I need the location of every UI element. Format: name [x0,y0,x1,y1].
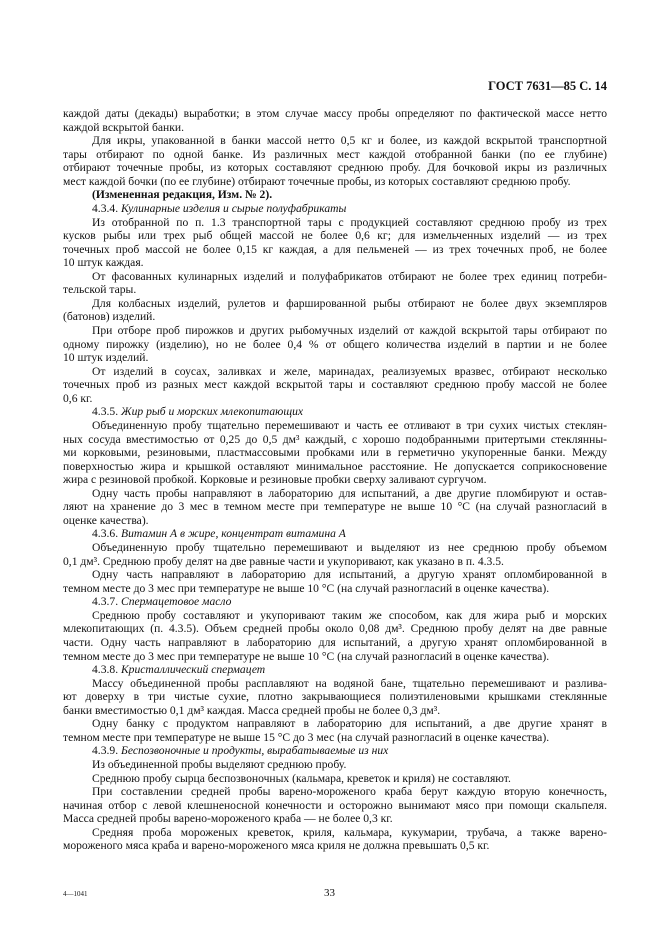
paragraph [63,487,607,528]
text-line: Объединенную пробу тщательно перемешивают и выделяют из нее среднюю пробу объемом [92,541,607,554]
text-line: Для колбасных изделий, рулетов и фаршированной рыбы отбирают не более двух экземпляров [92,296,607,310]
text-line: точечных проб массой не более 0,15 кг каждая, а для пельменей — из трех точечных проб, не более [63,242,607,256]
paragraph [63,826,607,853]
paragraph [63,758,607,772]
paragraph [63,324,607,365]
text-line: 0,6 кг. [63,391,93,405]
section-heading [63,405,607,419]
text-line: мест каждой бочки (по ее глубине) отбирают точечные пробы, из которых составляют среднюю пробу. [63,174,571,188]
text-line: Массу объединенной пробы расплавляют на водяной бане, тщательно перемешивают и разлива- [92,676,607,690]
text-line: Одну часть пробы направляют в лабораторию для испытаний, а две другие пломбируют и остав- [92,486,607,500]
paragraph [63,717,607,744]
amendment-note: (Измененная редакция, Изм. № 2). [92,188,273,202]
text-line: Одну банку с продуктом направляют в лабораторию для испытаний, а две другие хранят в [92,717,607,731]
text-line: 10 штук изделий. [63,351,149,365]
paragraph [63,107,607,134]
text-line: (батонов) изделий. [63,310,156,324]
text-line: каждой вскрытой банки. [63,120,184,134]
page-header: ГОСТ 7631—85 С. 14 [488,79,607,93]
paragraph [63,365,607,406]
text-line: Среднюю пробу сырца беспозвоночных (кальмара, креветок и криля) не составляют. [92,771,511,785]
text-line: точечных проб из разных мест каждой вскрытой тары и составляют среднюю пробу массой не более [63,378,607,392]
text-line: Средняя проба мороженых креветок, криля, кальмара, кукумарии, трубача, а также варено- [92,825,607,839]
section-title: Жир рыб и морских млекопитающих [120,405,304,419]
section-number: 4.3.6. [92,527,121,541]
text-line: части. Одну часть направляют в лабораторию для испытаний, а другую хранят опломбированной в [63,635,607,649]
document-body [63,107,607,853]
section-number: 4.3.4. [92,201,121,215]
paragraph [63,216,607,270]
text-line: отбирают точечные пробы, из которых составляют среднюю пробу. Для бочковой икры из различных [63,161,607,175]
text-line: Среднюю пробу составляют и укупоривают таким же способом, как для жира рыб и морских [92,608,607,622]
paragraph [63,568,607,595]
footer-code: 4—1041 [63,890,88,898]
section-heading [63,663,607,677]
text-line: Объединенную пробу тщательно перемешивают и часть ее отливают в три сухих чистых стеклян- [92,418,607,432]
text-line: При составлении средней пробы варено-мороженого краба берут каждую вторую конечность, [92,785,607,799]
text-line: поверхностью жира и крышкой оставляют минимальное расстояние. Не допускается соприкосновение [63,459,607,473]
text-line: мороженого мяса краба и варено-мороженого мяса криля не должна превышать 0,5 кг. [63,839,490,853]
paragraph [63,297,607,324]
section-title: Кристаллический спермацет [120,663,266,677]
text-line: тары отбирают по одной банке. Из различных мест каждой отобранной банки (по ее глубине) [63,147,607,161]
paragraph [63,134,607,188]
section-number: 4.3.9. [92,744,121,758]
text-line: Масса средней пробы варено-мороженого краба — не более 0,3 кг. [63,812,393,826]
section-number: 4.3.7. [92,595,121,609]
text-line: При отборе проб пирожков и других рыбомучных изделий от каждой вскрытой тары отбирают по [92,324,607,337]
section-heading [63,744,607,758]
text-line: ми корковыми, резиновыми, пластмассовыми пробками или в герметично укупоренные банки. Между [63,446,607,460]
text-line: жира с резиновой пробкой. Корковые и резиновые пробки сверху заливают сургучом. [63,473,487,487]
text-line: кусков рыбы или трех рыб общей массой не более 0,6 кг; для измельченных изделий — из трех [63,229,607,243]
section-title: Спермацетовое масло [120,595,232,609]
text-line: ляют на хранение до 3 мес в темном месте при температуре не выше 10 °С (на случай разногласий в [63,500,607,514]
text-line: млекопитающих (п. 4.3.5). Объем средней пробы около 0,08 дм³. Среднюю пробу делят на две равные [63,622,607,636]
text-line: темном месте до 3 мес при температуре не выше 10 °С (на случай разногласий в оценке качества). [63,649,550,663]
section-title: Беспозвоночные и продукты, вырабатываемые из них [120,744,389,758]
paragraph [63,677,607,718]
paragraph [63,541,607,568]
section-heading [63,202,607,216]
text-line: От фасованных кулинарных изделий и полуфабрикатов отбирают не более трех единиц потреби- [92,269,607,283]
text-line: Из объединенной пробы выделяют среднюю пробу. [92,758,347,771]
text-line: одному пирожку (изделию), но не более 0,4 % от общего количества изделий в партии и не более [63,337,607,351]
paragraph [63,609,607,663]
text-line: оценке качества). [63,513,149,527]
text-line: темном месте до 3 мес при температуре не выше 10 °С (на случай разногласий в оценке качества). [63,581,550,595]
text-line: начиная отбор с левой клешненосной конечности и осторожно вынимают мясо при помощи скальпеля. [63,798,607,812]
page-number: 33 [324,887,335,899]
text-line: Из отобранной по п. 1.3 транспортной тары с продукцией составляют среднюю пробу из трех [92,215,607,229]
text-line: 10 штук каждая. [63,256,144,270]
section-number: 4.3.8. [92,663,121,677]
text-line: От изделий в соусах, заливках и желе, маринадах, реализуемых вразвес, отбирают несколько [92,364,607,378]
text-line: ют доверху в три чистые сухие, плотно закрывающиеся полиэтиленовыми крышками стеклянные [63,690,607,704]
text-line: банки вместимостью 0,1 дм³ каждая. Масса средней пробы не более 0,3 дм³. [63,703,441,717]
paragraph [63,785,607,826]
section-heading [63,595,607,609]
text-line: Для икры, упакованной в банки массой нетто 0,5 кг и более, из каждой вскрытой транспортной [92,134,607,148]
text-line: тельской тары. [63,283,137,297]
text-line: Одну часть направляют в лабораторию для испытаний, а другую хранят опломбированной в [92,568,607,582]
text-line: ных сосуда вместимостью от 0,25 до 0,5 дм³ каждый, с хорошо подобранными притертыми стеклянны- [63,432,607,446]
section-title: Витамин А в жире, концентрат витамина А [120,527,346,541]
paragraph [63,270,607,297]
section-title: Кулинарные изделия и сырые полуфабрикаты [120,201,347,215]
text-line: каждой даты (декады) выработки; в этом случае массу пробы определяют по фактической массе нетто [63,107,607,120]
paragraph [63,419,607,487]
text-line: темном месте при температуре не выше 15 °С до 3 мес (на случай разногласий в оценке качества). [63,730,550,744]
section-number: 4.3.5. [92,405,121,419]
paragraph [63,772,607,786]
text-line: 0,1 дм³. Среднюю пробу делят на две равные части и укупоривают, как указано в п. 4.3.5. [63,554,504,568]
section-heading [63,527,607,541]
